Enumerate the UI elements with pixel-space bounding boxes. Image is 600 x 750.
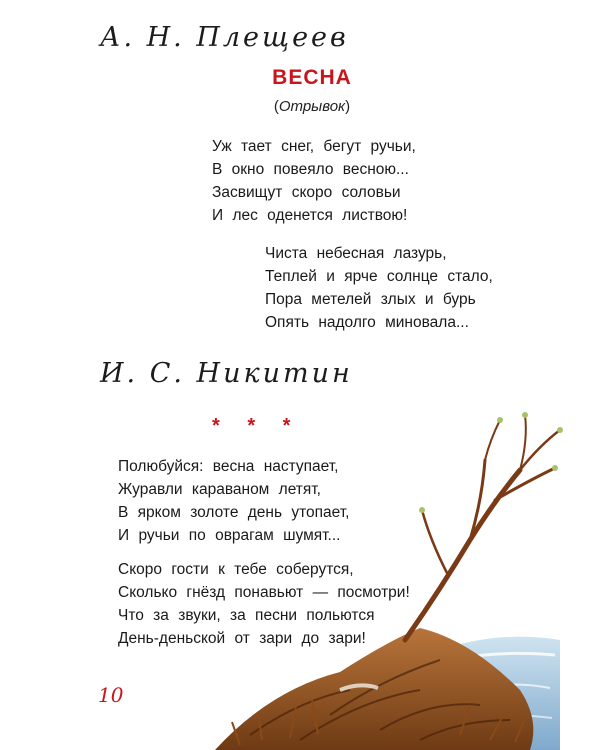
poem-line: Сколько гнёзд понавьют — посмотри! xyxy=(118,584,410,601)
poem-line: День-деньской от зари до зари! xyxy=(118,630,366,647)
poem-line: В окно повеяло весною... xyxy=(212,161,409,178)
poem2-stanza-1 xyxy=(118,455,349,547)
poem-line: И ручьи по оврагам шумят... xyxy=(118,527,341,544)
poem-line: Засвищут скоро соловьи xyxy=(212,184,401,201)
author-nikitin: И. С. Никитин xyxy=(100,358,353,389)
poem-line: Чиста небесная лазурь, xyxy=(265,245,447,262)
poem-line: Журавли караваном летят, xyxy=(118,481,321,498)
poem-line: Пора метелей злых и бурь xyxy=(265,291,476,308)
poem-line: Уж тает снег, бегут ручьи, xyxy=(212,138,416,155)
poem-line: И лес оденется листвою! xyxy=(212,207,408,224)
page-number: 10 xyxy=(98,683,124,707)
poem-line: Скоро гости к тебе соберутся, xyxy=(118,561,354,578)
poem-line: Опять надолго миновала... xyxy=(265,314,469,331)
subtitle-text: Отрывок xyxy=(278,98,346,115)
stars-separator: * * * xyxy=(212,415,302,437)
poem-title: ВЕСНА xyxy=(272,66,352,89)
poem-subtitle: (Отрывок) xyxy=(273,98,351,115)
poem-line: Полюбуйся: весна наступает, xyxy=(118,458,339,475)
poem-line: Что за звуки, за песни польются xyxy=(118,607,375,624)
poem1-stanza-1 xyxy=(212,135,416,227)
bare-branch xyxy=(405,412,563,640)
author-pleshcheev: А. Н. Плещеев xyxy=(100,22,349,53)
poem2-stanza-2 xyxy=(118,558,410,650)
poem-line: Теплей и ярче солнце стало, xyxy=(265,268,493,285)
poem1-stanza-2 xyxy=(265,242,493,334)
poem-line: В ярком золоте день утопает, xyxy=(118,504,350,521)
